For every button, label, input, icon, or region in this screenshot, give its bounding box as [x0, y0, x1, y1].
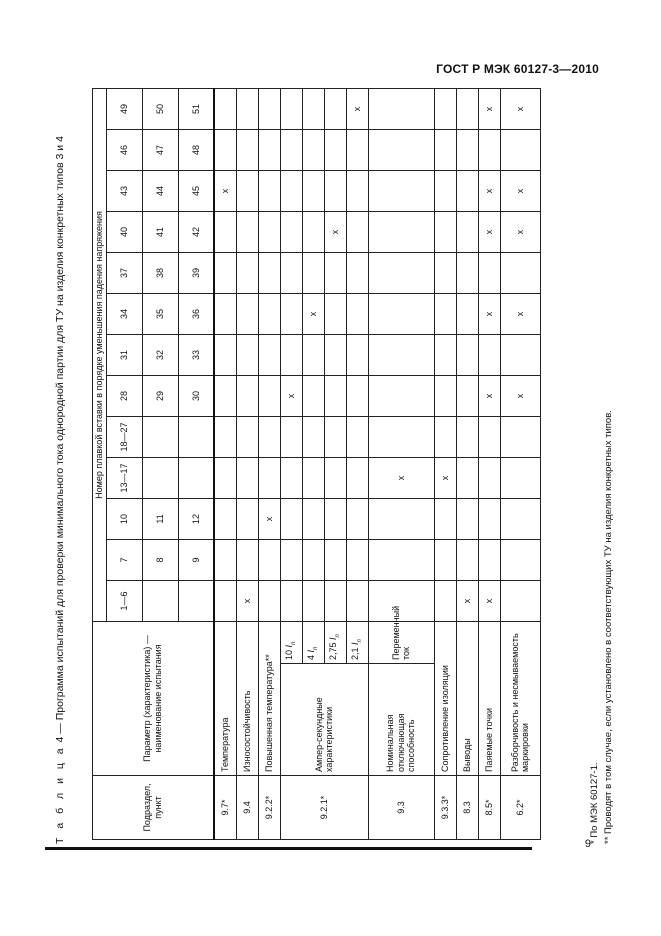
subsection-cell: 9.2.1*: [280, 776, 368, 840]
mark-cell: [346, 416, 368, 457]
col-number: 10: [106, 498, 142, 539]
col-number: 32: [142, 334, 178, 375]
mark-cell: [456, 293, 478, 334]
col-number: 48: [178, 129, 214, 170]
mark-cell: [434, 88, 456, 129]
table-row: [434, 88, 456, 839]
mark-cell: [324, 457, 346, 498]
mark-cell: [258, 211, 280, 252]
mark-cell: x: [434, 457, 456, 498]
mark-cell: [258, 416, 280, 457]
col-number: 42: [178, 211, 214, 252]
parameter-subcell: Переменный ток: [368, 621, 434, 663]
parameter-cell: Сопротивление изоляции: [434, 621, 456, 775]
subsection-cell: 9.4: [236, 776, 258, 840]
col-number: [178, 416, 214, 457]
mark-cell: x: [324, 211, 346, 252]
mark-cell: [258, 293, 280, 334]
mark-cell: [258, 375, 280, 416]
mark-cell: [214, 539, 236, 580]
mark-cell: [434, 539, 456, 580]
mark-cell: x: [456, 580, 478, 621]
subsection-cell: 9.7*: [214, 776, 236, 840]
mark-cell: [478, 539, 500, 580]
table-row: [258, 88, 280, 839]
col-number: 1—6: [106, 580, 142, 621]
mark-cell: [478, 416, 500, 457]
mark-cell: [236, 129, 258, 170]
col-number: 7: [106, 539, 142, 580]
mark-cell: [302, 170, 324, 211]
mark-cell: [236, 457, 258, 498]
mark-cell: x: [478, 293, 500, 334]
mark-cell: [258, 457, 280, 498]
mark-cell: [280, 334, 302, 375]
mark-cell: [346, 334, 368, 375]
table-row: [456, 88, 478, 839]
mark-cell: x: [500, 211, 540, 252]
coefficient-value: 2,1: [350, 647, 361, 660]
mark-cell: [280, 88, 302, 129]
table-row: [500, 88, 540, 839]
left-rule: [45, 847, 532, 850]
col-number: 46: [106, 129, 142, 170]
mark-cell: [214, 211, 236, 252]
mark-cell: x: [478, 580, 500, 621]
col-number: [178, 580, 214, 621]
mark-cell: [500, 252, 540, 293]
mark-cell: [434, 580, 456, 621]
mark-cell: [368, 580, 434, 621]
mark-cell: [456, 539, 478, 580]
mark-cell: [368, 375, 434, 416]
mark-cell: [368, 498, 434, 539]
col-number: 51: [178, 88, 214, 129]
mark-cell: [302, 580, 324, 621]
current-coefficient-cell: 10 $I_n$: [280, 621, 302, 663]
mark-cell: x: [346, 88, 368, 129]
col-number: 43: [106, 170, 142, 211]
mark-cell: [280, 211, 302, 252]
mark-cell: [236, 88, 258, 129]
mark-cell: [346, 211, 368, 252]
col-number: 30: [178, 375, 214, 416]
mark-cell: [258, 170, 280, 211]
mark-cell: [280, 539, 302, 580]
mark-cell: [258, 334, 280, 375]
mark-cell: [302, 498, 324, 539]
subsection-cell: 9.2.2*: [258, 776, 280, 840]
mark-cell: x: [368, 457, 434, 498]
mark-cell: [324, 498, 346, 539]
mark-cell: [214, 252, 236, 293]
mark-cell: [302, 334, 324, 375]
mark-cell: [434, 129, 456, 170]
col-number: 41: [142, 211, 178, 252]
mark-cell: [236, 211, 258, 252]
mark-cell: [302, 88, 324, 129]
coefficient-value: 4: [306, 654, 317, 660]
mark-cell: x: [302, 293, 324, 334]
table-row: [236, 88, 258, 839]
mark-cell: [324, 539, 346, 580]
test-program-table: [92, 88, 541, 840]
mark-cell: x: [478, 88, 500, 129]
mark-cell: x: [500, 375, 540, 416]
mark-cell: [456, 170, 478, 211]
mark-cell: [434, 498, 456, 539]
mark-cell: [214, 580, 236, 621]
mark-cell: [324, 375, 346, 416]
col-number: [142, 457, 178, 498]
mark-cell: [434, 170, 456, 211]
parameter-cell: Ампер-секундные характеристики: [280, 664, 368, 776]
mark-cell: [236, 170, 258, 211]
subsection-cell: 8.5*: [478, 776, 500, 840]
table-row: [368, 88, 434, 839]
col-number: 44: [142, 170, 178, 211]
mark-cell: [280, 416, 302, 457]
mark-cell: [346, 498, 368, 539]
mark-cell: [324, 334, 346, 375]
subsection-cell: 8.3: [456, 776, 478, 840]
mark-cell: [456, 457, 478, 498]
col-number: 39: [178, 252, 214, 293]
table-row: [280, 88, 302, 839]
mark-cell: [478, 252, 500, 293]
mark-cell: [302, 129, 324, 170]
mark-cell: [280, 293, 302, 334]
mark-cell: [434, 252, 456, 293]
mark-cell: [302, 252, 324, 293]
mark-cell: [280, 170, 302, 211]
mark-cell: [302, 375, 324, 416]
mark-cell: [368, 293, 434, 334]
mark-cell: [456, 416, 478, 457]
mark-cell: [434, 375, 456, 416]
mark-cell: [456, 211, 478, 252]
mark-cell: [434, 416, 456, 457]
parameter-cell: Выводы: [456, 621, 478, 775]
mark-cell: [214, 457, 236, 498]
mark-cell: [346, 170, 368, 211]
group-header: Номер плавкой вставки в порядке уменьшения падения напряжения: [93, 88, 107, 621]
mark-cell: [258, 129, 280, 170]
col-number: 34: [106, 293, 142, 334]
mark-cell: [324, 129, 346, 170]
mark-cell: [434, 334, 456, 375]
mark-cell: [324, 580, 346, 621]
mark-cell: [500, 539, 540, 580]
subsection-cell: 9.3: [368, 776, 434, 840]
col-number: 47: [142, 129, 178, 170]
mark-cell: [324, 293, 346, 334]
coefficient-value: 10: [284, 649, 295, 660]
mark-cell: [280, 252, 302, 293]
mark-cell: [478, 129, 500, 170]
subsection-cell: 9.3.3*: [434, 776, 456, 840]
mark-cell: [478, 457, 500, 498]
col-number: 18—27: [106, 416, 142, 457]
parameter-cell: Разборчивость и несмываемость маркировки: [500, 621, 540, 775]
mark-cell: [236, 252, 258, 293]
mark-cell: [346, 457, 368, 498]
mark-cell: [434, 211, 456, 252]
mark-cell: [258, 88, 280, 129]
mark-cell: [236, 375, 258, 416]
table-caption: [54, 136, 66, 844]
mark-cell: [324, 170, 346, 211]
mark-cell: [258, 252, 280, 293]
col-number: 50: [142, 88, 178, 129]
coefficient-value: 2,75: [328, 642, 339, 660]
mark-cell: [368, 416, 434, 457]
mark-cell: x: [236, 580, 258, 621]
mark-cell: [324, 252, 346, 293]
mark-cell: [478, 498, 500, 539]
footnote: ** Проводят в том случае, если установлено в соответствующих ТУ на изделия конкретных типов.: [603, 410, 614, 844]
subsection-cell: 6.2*: [500, 776, 540, 840]
mark-cell: [500, 457, 540, 498]
mark-cell: [302, 457, 324, 498]
table-row: [478, 88, 500, 839]
table-row: [214, 88, 236, 839]
col-number: 45: [178, 170, 214, 211]
col-number: 13—17: [106, 457, 142, 498]
current-coefficient-cell: 4 $I_n$: [302, 621, 324, 663]
mark-cell: [258, 580, 280, 621]
mark-cell: [500, 580, 540, 621]
col-number: 33: [178, 334, 214, 375]
current-coefficient-cell: 2,75 $I_n$: [324, 621, 346, 663]
mark-cell: [346, 539, 368, 580]
parameter-cell: Повышенная температура**: [258, 621, 280, 775]
col-number: 40: [106, 211, 142, 252]
mark-cell: x: [500, 88, 540, 129]
mark-cell: [214, 88, 236, 129]
mark-cell: x: [478, 211, 500, 252]
mark-cell: [368, 88, 434, 129]
page-header: ГОСТ Р МЭК 60127-3—2010: [436, 62, 599, 76]
mark-cell: [236, 498, 258, 539]
col-number: 29: [142, 375, 178, 416]
mark-cell: [456, 498, 478, 539]
mark-cell: [500, 416, 540, 457]
parameter-header: Параметр (характеристика) — наименование испытания: [93, 621, 215, 775]
mark-cell: [302, 539, 324, 580]
subsection-header: Подраздел, пункт: [93, 776, 215, 840]
mark-cell: [368, 252, 434, 293]
mark-cell: [368, 170, 434, 211]
col-number: 12: [178, 498, 214, 539]
mark-cell: x: [500, 293, 540, 334]
mark-cell: [456, 334, 478, 375]
footnote: * По МЭК 60127-1.: [589, 762, 600, 844]
page-number: 9: [584, 838, 591, 850]
mark-cell: x: [280, 375, 302, 416]
parameter-cell: Температура: [214, 621, 236, 775]
mark-cell: [456, 375, 478, 416]
mark-cell: [302, 416, 324, 457]
mark-cell: [324, 88, 346, 129]
mark-cell: [258, 539, 280, 580]
caption-text: 4 — Программа испытаний для проверки минимального тока однородной партии для ТУ на изделия конкретных типов 3 и 4: [54, 136, 66, 743]
mark-cell: [500, 498, 540, 539]
col-number: 38: [142, 252, 178, 293]
col-number: 49: [106, 88, 142, 129]
mark-cell: [214, 375, 236, 416]
mark-cell: [434, 293, 456, 334]
mark-cell: [346, 375, 368, 416]
col-number: 9: [178, 539, 214, 580]
mark-cell: [346, 580, 368, 621]
mark-cell: [500, 334, 540, 375]
col-number: [142, 580, 178, 621]
col-number: 37: [106, 252, 142, 293]
col-number: 35: [142, 293, 178, 334]
mark-cell: [346, 252, 368, 293]
mark-cell: [280, 129, 302, 170]
mark-cell: [236, 293, 258, 334]
mark-cell: [280, 498, 302, 539]
mark-cell: [236, 539, 258, 580]
parameter-cell: Номинальная отключающая способность: [368, 664, 434, 776]
col-number: [178, 457, 214, 498]
mark-cell: [214, 334, 236, 375]
mark-cell: x: [478, 375, 500, 416]
mark-cell: [236, 416, 258, 457]
mark-cell: [456, 129, 478, 170]
mark-cell: [280, 457, 302, 498]
mark-cell: [214, 129, 236, 170]
current-coefficient-cell: 2,1 $I_n$: [346, 621, 368, 663]
col-number: 36: [178, 293, 214, 334]
mark-cell: [214, 416, 236, 457]
mark-cell: x: [214, 170, 236, 211]
col-number: 31: [106, 334, 142, 375]
mark-cell: [368, 211, 434, 252]
col-number: 8: [142, 539, 178, 580]
parameter-cell: Износостойчивость: [236, 621, 258, 775]
col-number: [142, 416, 178, 457]
mark-cell: x: [500, 170, 540, 211]
mark-cell: [456, 252, 478, 293]
mark-cell: [368, 539, 434, 580]
mark-cell: [500, 129, 540, 170]
mark-cell: [236, 334, 258, 375]
mark-cell: [214, 293, 236, 334]
mark-cell: [456, 88, 478, 129]
mark-cell: x: [478, 170, 500, 211]
mark-cell: [368, 129, 434, 170]
mark-cell: [280, 580, 302, 621]
mark-cell: [346, 293, 368, 334]
mark-cell: [324, 416, 346, 457]
col-number: 28: [106, 375, 142, 416]
caption-label: Т а б л и ц а: [54, 745, 66, 844]
mark-cell: [214, 498, 236, 539]
mark-cell: x: [258, 498, 280, 539]
mark-cell: [478, 334, 500, 375]
mark-cell: [346, 129, 368, 170]
mark-cell: [368, 334, 434, 375]
parameter-cell: Паяемые точки: [478, 621, 500, 775]
col-number: 11: [142, 498, 178, 539]
mark-cell: [302, 211, 324, 252]
